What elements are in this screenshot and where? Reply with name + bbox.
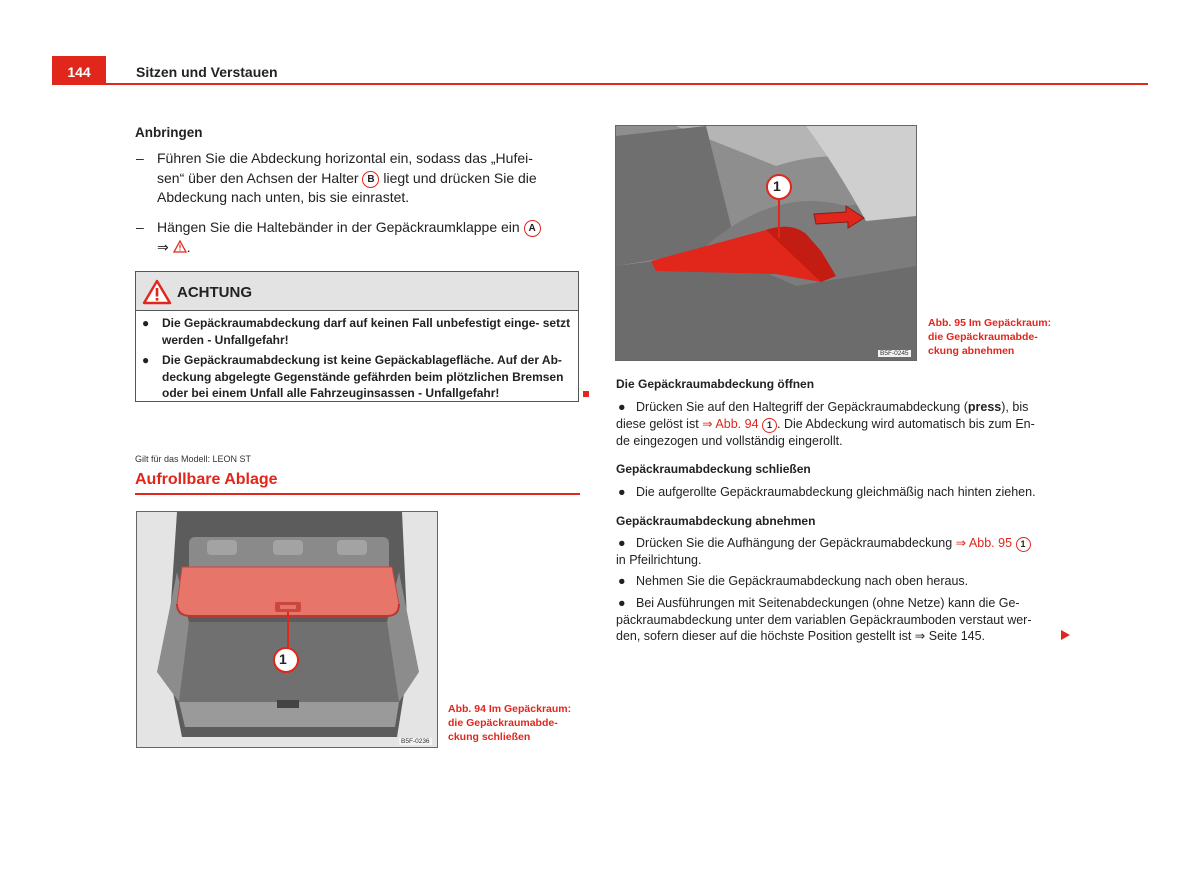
header-rule (52, 83, 1148, 85)
caption-line: die Gepäckraumabde- (448, 717, 558, 729)
text: Nehmen Sie die Gepäckraumabdeckung nach oben heraus. (636, 574, 969, 588)
warning-icon[interactable] (173, 239, 187, 259)
press-label: press (967, 400, 1002, 414)
section-end-marker (583, 391, 589, 397)
figure-94-callout: 1 (279, 651, 287, 667)
warning-item-2 (142, 352, 572, 402)
callout-1[interactable]: 1 (1016, 537, 1031, 552)
text: päckraumabdeckung unter dem variablen Gepäckraumboden verstaut wer- (616, 612, 1032, 627)
callout-1[interactable]: 1 (762, 418, 777, 433)
text: in Pfeilrichtung. (616, 553, 702, 567)
text: Die aufgerollte Gepäckraumabdeckung gleichmäßig nach hinten ziehen. (636, 485, 1036, 499)
page-header (52, 56, 1148, 86)
figure-94 (136, 511, 438, 748)
caption-line: die Gepäckraumabde- (928, 331, 1038, 343)
figure-link[interactable]: ⇒ Abb. 94 (702, 416, 759, 431)
heading-open: Die Gepäckraumabdeckung öffnen (616, 377, 815, 391)
callout-b[interactable]: B (362, 171, 379, 188)
dash: – (136, 219, 144, 235)
continue-arrow-icon (1061, 630, 1070, 640)
caption-line: ckung schließen (448, 731, 531, 743)
heading-remove: Gepäckraumabdeckung abnehmen (616, 514, 816, 528)
bullet: ● (142, 353, 150, 367)
text: den, sofern dieser auf die höchste Position gestellt ist ⇒ Seite 145. (616, 629, 986, 643)
caption-line: ckung abnehmen (928, 345, 1015, 357)
step-2-line-1: Hängen Sie die Haltebänder in der Gepäckraumklappe ein (157, 219, 520, 235)
figure-95-caption (928, 316, 1051, 358)
warning-header (136, 272, 578, 311)
bullet: ● (618, 574, 626, 588)
close-bullet (616, 484, 1060, 501)
text: Drücken Sie auf den Haltegriff der Gepäckraumabdeckung ( (636, 400, 968, 414)
bullet: ● (618, 400, 626, 414)
caption-line: Abb. 94 Im Gepäckraum: (448, 703, 572, 715)
step-1-line-2: sen“ über den Achsen der Halter (157, 169, 359, 186)
figure-95-callout: 1 (773, 178, 781, 194)
text: ), bis (1001, 400, 1029, 414)
warning-item-text: Die Gepäckraumabdeckung darf auf keinen Fall unbefestigt einge- setzt werden - Unfallgefahr! (162, 316, 571, 347)
dash: – (136, 150, 144, 166)
remove-bullet-2 (616, 573, 1060, 590)
open-bullet (616, 399, 1060, 449)
callout-a[interactable]: A (524, 220, 541, 237)
step-2: – Hängen Sie die Haltebänder in der Gepäckraumklappe ein A ⇒ . (136, 218, 566, 258)
trunk-illustration (137, 512, 437, 747)
bullet: ● (142, 316, 150, 330)
figure-link[interactable]: ⇒ Abb. 95 (955, 536, 1013, 550)
cover-mount-illustration (616, 126, 916, 360)
bullet: ● (618, 536, 626, 550)
bullet: ● (618, 485, 626, 499)
warning-item-text: Die Gepäckraumabdeckung ist keine Gepäckablagefläche. Auf der Ab- deckung abgelegte Gegenstände gefährden beim plötzlichen Bremsen oder bei einem Unfall alle Fahrzeuginsassen - Unfallgefahr! (162, 353, 564, 400)
page-number: 144 (52, 56, 106, 84)
section-rule (135, 493, 580, 495)
remove-bullet-1 (616, 535, 1060, 569)
caption-line: Abb. 95 Im Gepäckraum: (928, 317, 1052, 329)
section-title: Aufrollbare Ablage (135, 471, 278, 488)
warning-box (135, 271, 579, 402)
step-1-line-1: Führen Sie die Abdeckung horizontal ein, sodass das „Hufei- (157, 150, 533, 166)
warning-triangle-icon (142, 279, 172, 310)
step-1-line-3: Abdeckung nach unten, bis sie einrastet. (157, 189, 410, 205)
figure-95 (615, 125, 917, 361)
text: Bei Ausführungen mit Seitenabdeckungen (ohne Netze) kann die Ge- (636, 596, 1020, 610)
remove-bullet-3 (616, 595, 1060, 645)
heading-close: Gepäckraumabdeckung schließen (616, 462, 811, 476)
warning-title: ACHTUNG (177, 284, 252, 301)
text: de eingezogen und vollständig eingerollt. (616, 433, 843, 448)
figure-94-caption (448, 702, 571, 744)
step-2-arrow: ⇒ (157, 238, 169, 255)
subheading-anbringen: Anbringen (135, 125, 203, 140)
figure-code: B5F-0236 (401, 738, 430, 745)
bullet: ● (618, 596, 626, 610)
applies-note: Gilt für das Modell: LEON ST (135, 454, 252, 464)
figure-code: B5F-0245 (880, 350, 909, 357)
step-1-line-2b: liegt und drücken Sie die (383, 169, 537, 186)
warning-item-1 (142, 315, 572, 348)
text: Drücken Sie die Aufhängung der Gepäckraumabdeckung (636, 536, 953, 550)
text: diese gelöst ist (616, 416, 699, 431)
step-1 (136, 149, 566, 209)
text: . Die Abdeckung wird automatisch bis zum En- (777, 416, 1035, 431)
chapter-title: Sitzen und Verstauen (136, 64, 278, 80)
